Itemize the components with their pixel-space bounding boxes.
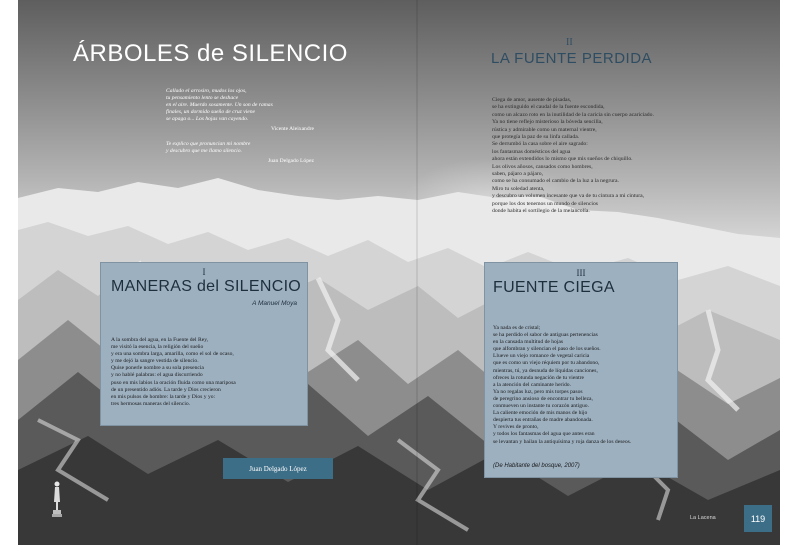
poem-line: Llueve un viejo romance de vegetal caricia <box>493 353 590 360</box>
epigraph-1-author: Vicente Aleixandre <box>271 126 314 132</box>
poem-fuente-ciega <box>493 325 675 446</box>
poem-line: Se derrumbó la casa sobre el aire sagrado: <box>492 141 588 148</box>
poem-line: ofreces la rotunda negación de tu vientre <box>493 374 585 381</box>
poem-la-fuente-perdida <box>492 97 762 216</box>
epigraph-2: Te explico que pronuncian mi nombre y descubro que me llamo silencio. <box>166 141 251 154</box>
poem-line: en mis pulsos de hombre: la tarde y Dios y yo: <box>111 393 216 400</box>
poem-line: que alfombran y silencian el paso de los sueños. <box>493 346 601 353</box>
epigraph-2-author: Juan Delgado López <box>268 158 314 164</box>
poem-line: mientras, tú, ya desnuda de líquidas canciones, <box>493 367 598 374</box>
poem-line: conmueven un instante tu corazón antiguo. <box>493 403 589 410</box>
poem-line: Miro tu soledad atenta, <box>492 185 545 192</box>
poem-panel-maneras-del-silencio <box>100 262 308 426</box>
poem-line: Ya no regalas luz, pero mis torpes pasos <box>493 388 583 395</box>
poem-line: despierta tus entrañas de madre abandonada. <box>493 417 593 424</box>
magazine-name: La Lacena <box>690 515 716 521</box>
poem-line: Los olivos añosos, cansados como hombres, <box>492 163 593 170</box>
poem-source: (De Habitante del bosque, 2007) <box>493 463 580 469</box>
poem-line: La caliente emoción de mis manos de hijo <box>493 410 588 417</box>
poem-line: tres hermosas maneras del silencio. <box>111 400 191 407</box>
poem-line: y todos los fantasmas del agua que antes eran <box>493 431 595 438</box>
poem-line: me visitó la esencia, la religión del sueño <box>111 344 204 351</box>
section-1-number: I <box>202 267 206 277</box>
main-title: ÁRBOLES de SILENCIO <box>73 40 348 67</box>
poem-line: como un alcazo roto en la inutilidad de la caricia sin cuerpo acariciado. <box>492 111 654 118</box>
section-1-title: MANERAS del SILENCIO <box>111 278 302 295</box>
poem-line: que es como un viejo réquiem por tu abandono, <box>493 360 600 367</box>
poem-line: y era una sombra larga, amarilla, como el sol de ocaso, <box>111 351 234 358</box>
poem-line: y me dejó la sangre vestida de silencio. <box>111 358 199 365</box>
poem-line: a la atención del caminante herido. <box>493 381 571 388</box>
poem-line: de peregrino ansioso de encontrar tu belleza, <box>493 395 593 402</box>
poem-line: y no hablé palabras: el agua discurriendo <box>111 372 203 379</box>
epigraph-1: Callado el arrosiro, mudos los ojos, tu pensamiento lento se deshace en el aire. Muerdo sosamente. Un son de ramas finales, un dormido sueño de cruz viene se apaga o... Los hojas van cayendo. <box>166 88 273 122</box>
poem-line: y descubro un volumen incesante que va de tu cintura a mi cintura, <box>492 193 645 200</box>
poem-line: Ya nada es de cristal; <box>493 325 541 331</box>
poem-line: como se ha consumado el cambio de la luz a la negrura. <box>492 178 619 185</box>
poem-line: Ciega de amor, ausente de pisadas, <box>492 97 572 103</box>
section-3-title: FUENTE CIEGA <box>493 279 615 296</box>
poem-line: los fantasmas domésticos del agua <box>492 148 571 155</box>
section-2-title: LA FUENTE PERDIDA <box>491 50 653 67</box>
poem-maneras-del-silencio <box>111 337 301 408</box>
poem-line: rústica y admirable como un maternal vientre, <box>492 126 597 133</box>
poem-line: de un presentido adiós. La tarde y Dios crecieron <box>111 386 221 393</box>
poem-panel-fuente-ciega <box>484 262 678 478</box>
poem-line: Ya no tiene reflejo misterioso la bóveda sencilla, <box>492 119 603 126</box>
section-2-number: II <box>566 37 573 48</box>
magazine-spread <box>18 0 780 545</box>
page-gutter <box>416 0 418 545</box>
poem-line: se levantan y bailan la antiquísima y roja danza de los deseos. <box>493 438 632 445</box>
poem-line: A la sombra del agua, en la Fuente del Rey, <box>111 337 209 343</box>
statue-icon <box>52 480 62 518</box>
poem-line: porque los dos tenemos un mundo de silencios <box>492 200 598 207</box>
poem-line: ahora están extendidos lo mismo que mis sueños de chiquillo. <box>492 156 633 163</box>
poem-line: que protegía la paz de su linfa callada. <box>492 134 580 141</box>
author-name-box: Juan Delgado López <box>223 458 333 479</box>
section-3-number: III <box>576 268 586 278</box>
poem-line: Quise ponerle nombre a su sola presencia <box>111 365 204 372</box>
poem-line: puso en mis labios la oración fluida como una mariposa <box>111 379 236 386</box>
poem-line: en la cansada multitud de hojas <box>493 339 564 346</box>
dedication: A Manuel Moya <box>252 300 297 307</box>
page-number: 119 <box>744 505 772 532</box>
poem-line: Y revives de pronto, <box>493 424 539 431</box>
poem-line: se ha extinguido el caudal de la fuente escondida, <box>492 104 605 111</box>
poem-line: saben, pájaro a pájaro, <box>492 171 544 178</box>
epigraph-block <box>166 88 314 165</box>
poem-line: donde habita el sortilegio de la melancolía. <box>492 208 590 215</box>
poem-line: se ha perdido el sabor de antiguas pertenencias <box>493 332 598 339</box>
